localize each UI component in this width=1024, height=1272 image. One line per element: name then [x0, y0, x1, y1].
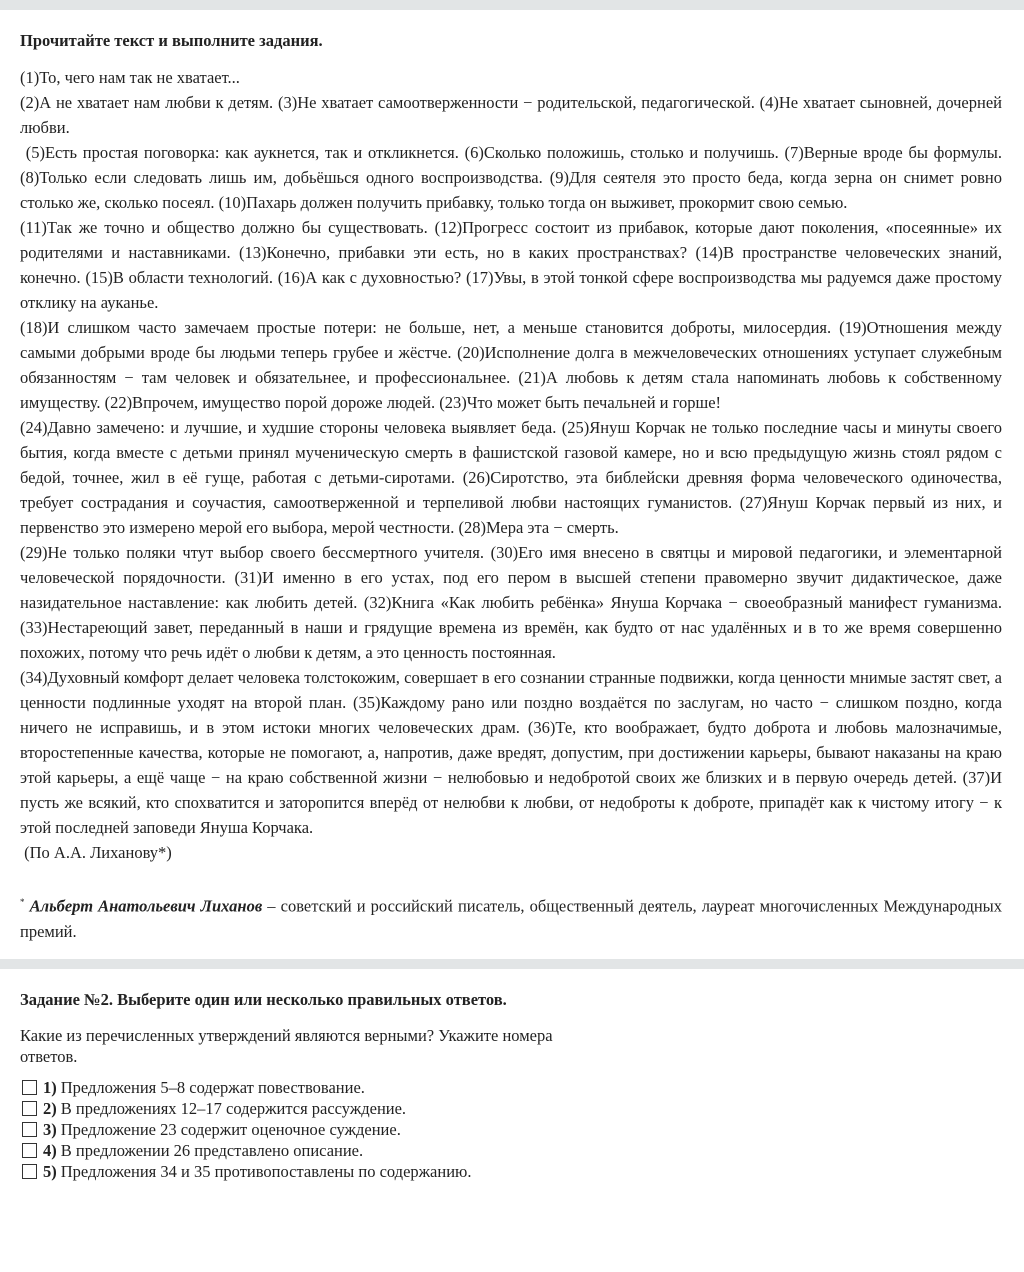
checkbox[interactable] — [22, 1164, 37, 1179]
paragraph: (2)А не хватает нам любви к детям. (3)Не хватает самоотверженности − родительской, педагогической. (4)Не хватает сыновней, дочерней любви. — [20, 93, 1002, 137]
checkbox[interactable] — [22, 1143, 37, 1158]
paragraph: (1)То, чего нам так не хватает... — [20, 68, 240, 87]
section-divider — [0, 959, 1024, 969]
footnote-text: – советский и российский писатель, общественный деятель, лауреат многочисленных Международных премий. — [20, 896, 1002, 941]
paragraph: (29)Не только поляки чтут выбор своего бессмертного учителя. (30)Его имя внесено в святцы и мировой педагогики, и элементарной человеческой порядочности. (31)И именно в его устах, под его пером в высшей степени правомерно звучит дидактическое, даже назидательное наставление: как любить детей. (32)Книга «Как любить ребёнка» Януша Корчака − своеобразный манифест гуманизма. (33)Нестареющий завет, переданный в наши и грядущие времена из времён, как будто от нас удалённых и в то же время совершенно похожих, потому что речь идёт о любви к детям, а это ценность постоянная. — [20, 543, 1002, 662]
checkbox[interactable] — [22, 1101, 37, 1116]
reading-text — [20, 65, 1007, 865]
reading-section — [0, 10, 1024, 944]
answer-option[interactable] — [20, 1140, 1004, 1161]
option-text: В предложениях 12–17 содержится рассуждение. — [60, 1098, 407, 1118]
paragraph: (5)Есть простая поговорка: как аукнется, так и откликнется. (6)Сколько положишь, столько и получишь. (7)Верные вроде бы формулы. (8)Только если следовать лишь им, добьёшься одного воспроизводства. (9)Для сеятеля это просто беда, когда зерна он снимет ровно столько же, сколько посеял. (10)Пахарь должен получить прибавку, только тогда он выживет, прокормит свою семью. — [20, 143, 1007, 212]
checkbox[interactable] — [22, 1122, 37, 1137]
option-number: 5) — [43, 1161, 57, 1181]
footnote — [20, 890, 1002, 944]
section-heading: Прочитайте текст и выполните задания. — [20, 31, 323, 50]
option-text: Предложения 5–8 содержат повествование. — [60, 1077, 365, 1097]
task-question: Какие из перечисленных утверждений являются верными? Укажите номера ответов. — [20, 1025, 553, 1066]
top-divider — [0, 0, 1024, 10]
option-number: 3) — [43, 1119, 57, 1139]
paragraph: (34)Духовный комфорт делает человека толстокожим, совершает в его сознании странные подвижки, когда ценности мнимые застят свет, а ценности подлинные уходят на второй план. (35)Каждому рано или поздно воздаётся по заслугам, но часто − слишком поздно, когда ничего не исправишь, и в этом истоки многих человеческих драм. (36)Те, кто воображает, будто доброта и любовь малозначимые, второстепенные качества, которые не помогают, а, напротив, даже вредят, допустим, при достижении карьеры, бывают наказаны на краю этой карьеры, а ещё чаще − на краю собственной жизни − нелюбовью и недобротой своих же близких и в первую очередь детей. (37)И пусть же всякий, кто спохватится и заторопится вперёд от нелюбви к любви, от недоброты к доброте, припадёт как к чистому итогу − к этой последней заповеди Януша Корчака. — [20, 668, 1002, 837]
source-attribution: (По А.А. Лиханову*) — [20, 843, 172, 862]
task-heading: Задание №2. Выберите один или несколько правильных ответов. — [20, 989, 507, 1009]
option-number: 1) — [43, 1077, 57, 1097]
option-number: 4) — [43, 1140, 57, 1160]
answer-options — [20, 1077, 1004, 1182]
task-section — [0, 969, 1024, 1182]
option-text: Предложения 34 и 35 противопоставлены по содержанию. — [60, 1161, 472, 1181]
option-text: Предложение 23 содержит оценочное суждение. — [60, 1119, 401, 1139]
option-text: В предложении 26 представлено описание. — [60, 1140, 364, 1160]
footnote-mark: * — [20, 897, 25, 907]
answer-option[interactable] — [20, 1119, 1004, 1140]
answer-option[interactable] — [20, 1077, 1004, 1098]
paragraph: (11)Так же точно и общество должно бы существовать. (12)Прогресс состоит из прибавок, которые дают поколения, «посеянные» их родителями и наставниками. (13)Конечно, прибавки эти есть, но в каких пространствах? (14)В пространстве человеческих знаний, конечно. (15)В области технологий. (16)А как с духовностью? (17)Увы, в этой тонкой сфере воспроизводства мы радуемся даже простому отклику на ауканье. — [20, 218, 1002, 312]
answer-option[interactable] — [20, 1098, 1004, 1119]
footnote-author: Альберт Анатольевич Лиханов — [29, 896, 263, 916]
paragraph: (24)Давно замечено: и лучшие, и худшие стороны человека выявляет беда. (25)Януш Корчак не только последние часы и минуты своего бытия, когда вместе с детьми принял мученическую смерть в фашистской газовой камере, но и всю предыдущую жизнь стоял рядом с бедой, точнее, жил в её гуще, работая с детьми-сиротами. (26)Сиротство, эта библейски древняя форма человеческого одиночества, требует сострадания и соучастия, самоотверженной и терпеливой любви настоящих гуманистов. (27)Януш Корчак первый из них, и первенство это измерено мерой его выбора, мерой честности. (28)Мера эта − смерть. — [20, 418, 1002, 537]
paragraph: (18)И слишком часто замечаем простые потери: не больше, нет, а меньше становится доброты, милосердия. (19)Отношения между самыми добрыми вроде бы людьми теперь грубее и жёстче. (20)Исполнение долга в межчеловеческих отношениях уступает служебным обязанностям − там человек и обязательнее, и профессиональнее. (21)А любовь к детям стала напоминать любовь к собственному имуществу. (22)Впрочем, имущество порой дороже людей. (23)Что может быть печальней и горше! — [20, 318, 1002, 412]
answer-option[interactable] — [20, 1161, 1004, 1182]
option-number: 2) — [43, 1098, 57, 1118]
checkbox[interactable] — [22, 1080, 37, 1095]
